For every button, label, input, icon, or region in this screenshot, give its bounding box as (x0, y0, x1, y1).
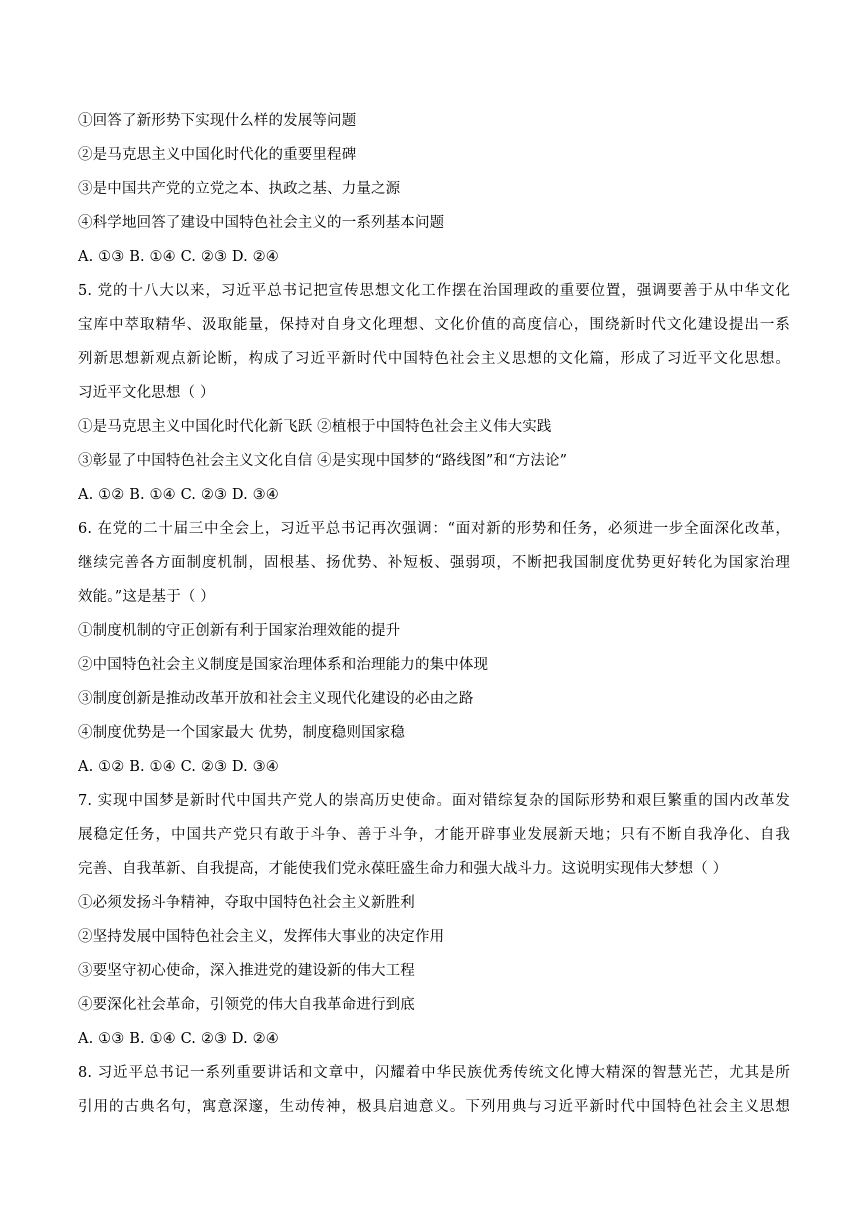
q6-stem-line-3: 效能。”这是基于（ ） (78, 589, 215, 605)
q5-options-1-2: ①是马克思主义中国化时代化新飞跃 ②植根于中国特色社会主义伟大实践 (78, 419, 552, 435)
q7-stem-line-2: 展稳定任务，中国共产党只有敢于斗争、善于斗争，才能开辟事业发展新天地；只有不断自我净化、自我 (78, 827, 790, 843)
q7-option-3: ③要坚守初心使命，深入推进党的建设新的伟大工程 (78, 963, 415, 979)
q7-stem-line-3: 完善、自我革新、自我提高，才能使我们党永葆旺盛生命力和强大战斗力。这说明实现伟大梦想（ ） (78, 861, 728, 877)
q6-option-4: ④制度优势是一个国家最大 优势，制度稳则国家稳 (78, 725, 406, 741)
q5-choices: A. ①② B. ①④ C. ②③ D. ③④ (78, 487, 279, 503)
q8-stem-line-1: 8. 习近平总书记一系列重要讲话和文章中，闪耀着中华民族优秀传统文化博大精深的智慧光芒，尤其是所 (78, 1065, 790, 1081)
q4-option-3: ③是中国共产党的立党之本、执政之基、力量之源 (78, 181, 401, 197)
q6-option-2: ②中国特色社会主义制度是国家治理体系和治理能力的集中体现 (78, 657, 489, 673)
q7-option-2: ②坚持发展中国特色社会主义，发挥伟大事业的决定作用 (78, 929, 445, 945)
q4-option-4: ④科学地回答了建设中国特色社会主义的一系列基本问题 (78, 215, 445, 231)
q6-option-3: ③制度创新是推动改革开放和社会主义现代化建设的必由之路 (78, 691, 474, 707)
q7-stem-line-1: 7. 实现中国梦是新时代中国共产党人的崇高历史使命。面对错综复杂的国际形势和艰巨繁重的国内改革发 (78, 793, 790, 809)
q4-option-2: ②是马克思主义中国化时代化的重要里程碑 (78, 147, 357, 163)
q6-option-1: ①制度机制的守正创新有利于国家治理效能的提升 (78, 623, 401, 639)
q5-stem-line-3: 列新思想新观点新论断，构成了习近平新时代中国特色社会主义思想的文化篇，形成了习近平文化思想。 (78, 351, 790, 367)
q7-option-4: ④要深化社会革命，引领党的伟大自我革命进行到底 (78, 997, 415, 1013)
q5-stem-line-2: 宝库中萃取精华、汲取能量，保持对自身文化理想、文化价值的高度信心，围绕新时代文化建设提出一系 (78, 317, 790, 333)
q6-choices: A. ①② B. ①④ C. ②③ D. ③④ (78, 759, 279, 775)
q7-choices: A. ①③ B. ①④ C. ②③ D. ②④ (78, 1031, 279, 1047)
q4-option-1: ①回答了新形势下实现什么样的发展等问题 (78, 113, 357, 129)
q6-stem-line-2: 继续完善各方面制度机制，固根基、扬优势、补短板、强弱项，不断把我国制度优势更好转化为国家治理 (78, 555, 790, 571)
q7-option-1: ①必须发扬斗争精神，夺取中国特色社会主义新胜利 (78, 895, 415, 911)
q8-stem-line-2: 引用的古典名句，寓意深邃，生动传神，极具启迪意义。下列用典与习近平新时代中国特色社会主义思想 (78, 1099, 790, 1115)
q4-choices: A. ①③ B. ①④ C. ②③ D. ②④ (78, 249, 279, 265)
q5-options-3-4: ③彰显了中国特色社会主义文化自信 ④是实现中国梦的“路线图”和“方法论” (78, 453, 568, 469)
q5-stem-line-1: 5. 党的十八大以来，习近平总书记把宣传思想文化工作摆在治国理政的重要位置，强调要善于从中华文化 (78, 283, 790, 299)
q6-stem-line-1: 6. 在党的二十届三中全会上，习近平总书记再次强调：“面对新的形势和任务，必须进一步全面深化改革， (78, 521, 790, 537)
q5-stem-line-4: 习近平文化思想（ ） (78, 385, 215, 401)
